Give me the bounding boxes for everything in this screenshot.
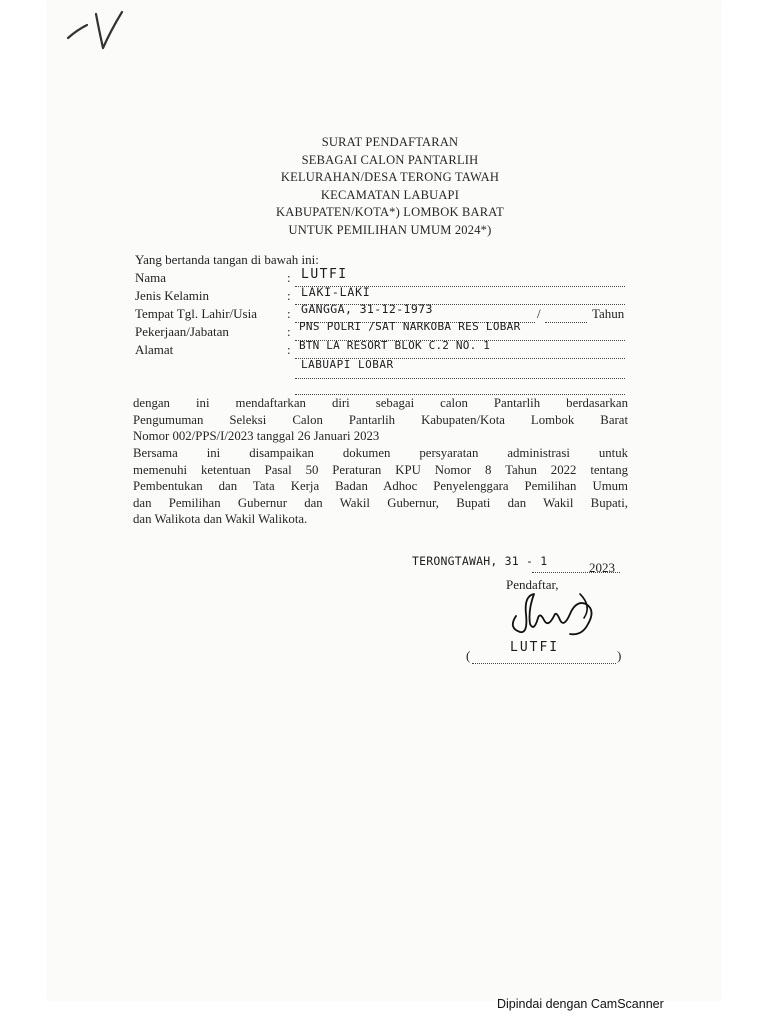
title-line: KABUPATEN/KOTA*) LOMBOK BARAT — [276, 205, 504, 220]
place-date-handwritten: TERONGTAWAH, 31 - 1 — [412, 554, 548, 568]
document-title — [220, 134, 560, 240]
paragraph-line: dan Pemilihan Gubernur dan Wakil Gubernur, Bupati dan Wakil Bupati, — [133, 495, 628, 510]
handwritten-value: LUTFI — [301, 267, 348, 282]
field-colon: : — [287, 342, 291, 357]
field-alamat-line3 — [135, 378, 630, 396]
paren-close: ) — [617, 648, 622, 663]
signature-year: 2023 — [589, 560, 615, 575]
paragraph-line: dan Walikota dan Wakil Walikota. — [133, 512, 308, 527]
intro-text: Yang bertanda tangan di bawah ini: — [135, 252, 319, 267]
title-line: UNTUK PEMILIHAN UMUM 2024*) — [288, 222, 492, 237]
field-colon: : — [287, 324, 291, 339]
handwritten-value: GANGGA, 31-12-1973 — [301, 302, 433, 316]
paragraph-line: Nomor 002/PPS/I/2023 tanggal 26 Januari 2023 — [133, 429, 380, 444]
field-label: Pekerjaan/Jabatan — [135, 324, 229, 339]
scanner-watermark: Dipindai dengan CamScanner — [497, 997, 664, 1011]
title-line: SURAT PENDAFTARAN — [321, 135, 459, 149]
field-nama — [135, 267, 630, 288]
handwritten-value: BTN LA RESORT BLOK C.2 NO. 1 — [299, 339, 491, 352]
title-line: KECAMATAN LABUAPI — [320, 187, 460, 202]
paragraph-line: Pengumuman Seleksi Calon Pantarlih Kabupaten/Kota Lombok Barat — [133, 412, 628, 427]
paragraph-line: Bersama ini disampaikan dokumen persyaratan administrasi untuk — [133, 446, 628, 460]
field-label: Tempat Tgl. Lahir/Usia — [135, 306, 257, 321]
handwritten-value: PNS POLRI /SAT NARKOBA RES LOBAR — [299, 320, 521, 333]
signature-name-handwritten: LUTFI — [510, 640, 560, 655]
dotted-line — [545, 306, 587, 323]
field-colon: : — [287, 288, 291, 303]
field-colon: : — [287, 270, 291, 285]
signature-scribble — [500, 584, 600, 644]
paragraph-line: dengan ini mendaftarkan diri sebagai calon Pantarlih berdasarkan — [133, 396, 628, 410]
handwritten-corner-mark — [65, 8, 125, 56]
paragraph-line: memenuhi ketentuan Pasal 50 Peraturan KPU Nomor 8 Tahun 2022 tentang — [133, 462, 628, 477]
field-colon: : — [287, 306, 291, 321]
signature-role: Pendaftar, — [506, 577, 559, 592]
paragraph-registration — [133, 395, 628, 445]
handwritten-value: LAKI-LAKI — [301, 285, 371, 299]
paragraph-line: Pembentukan dan Tata Kerja Badan Adhoc Penyelenggara Pemilihan Umum — [133, 479, 628, 494]
dotted-line — [295, 378, 625, 395]
suffix-tahun: Tahun — [592, 306, 625, 321]
signature-block — [412, 554, 642, 674]
field-label: Alamat — [135, 342, 174, 357]
paragraph-documents — [133, 445, 628, 528]
handwritten-value: LABUAPI LOBAR — [301, 358, 394, 371]
field-label: Nama — [135, 270, 167, 285]
title-line: KELURAHAN/DESA TERONG TAWAH — [280, 170, 500, 185]
field-label: Jenis Kelamin — [135, 288, 210, 303]
title-line: SEBAGAI CALON PANTARLIH — [301, 152, 479, 167]
separator-slash: / — [537, 306, 541, 321]
paren-open: ( — [466, 648, 471, 663]
